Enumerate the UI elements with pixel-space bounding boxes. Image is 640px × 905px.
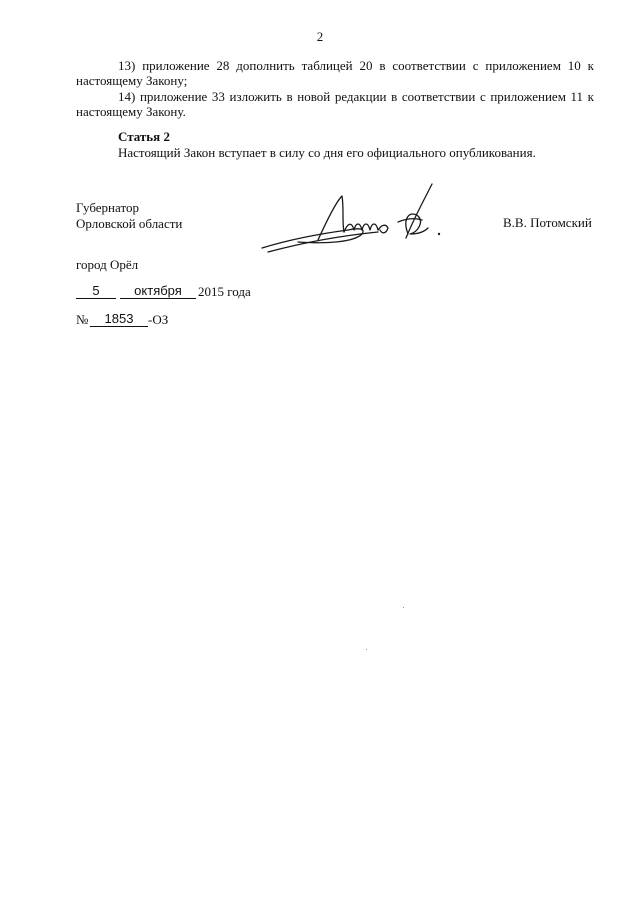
list-item-text: 14) приложение 33 изложить в новой редакции в соответствии с приложением 11 к	[118, 89, 594, 104]
place: город Орёл	[76, 257, 139, 272]
list-item-continuation: настоящему Закону;	[76, 73, 188, 88]
law-number-row	[76, 312, 276, 330]
signatory-position-line2: Орловской области	[76, 216, 183, 231]
number-sign: №	[76, 312, 89, 327]
law-number: 1853	[90, 312, 148, 327]
signatory-name: В.В. Потомский	[503, 215, 592, 230]
signature-dot	[438, 233, 440, 235]
signing-date	[76, 284, 276, 302]
signatory-position	[76, 200, 182, 232]
article-text: Настоящий Закон вступает в силу со дня его официального опубликования.	[118, 145, 536, 160]
date-month: октября	[120, 284, 196, 299]
list-item-continuation: настоящему Закону.	[76, 104, 186, 119]
scan-speck	[366, 649, 367, 650]
date-year: 2015 года	[198, 284, 251, 299]
law-number-suffix: -ОЗ	[148, 312, 169, 327]
date-day: 5	[76, 284, 116, 299]
list-item-14	[76, 89, 594, 119]
handwritten-signature	[258, 178, 458, 258]
page-number: 2	[316, 29, 324, 44]
list-item-text: 13) приложение 28 дополнить таблицей 20 в соответствии с приложением 10 к	[118, 58, 594, 73]
scan-speck	[403, 607, 404, 608]
list-item-13	[76, 58, 594, 88]
article-title: Статья 2	[118, 129, 170, 144]
signatory-position-line1: Губернатор	[76, 200, 139, 215]
